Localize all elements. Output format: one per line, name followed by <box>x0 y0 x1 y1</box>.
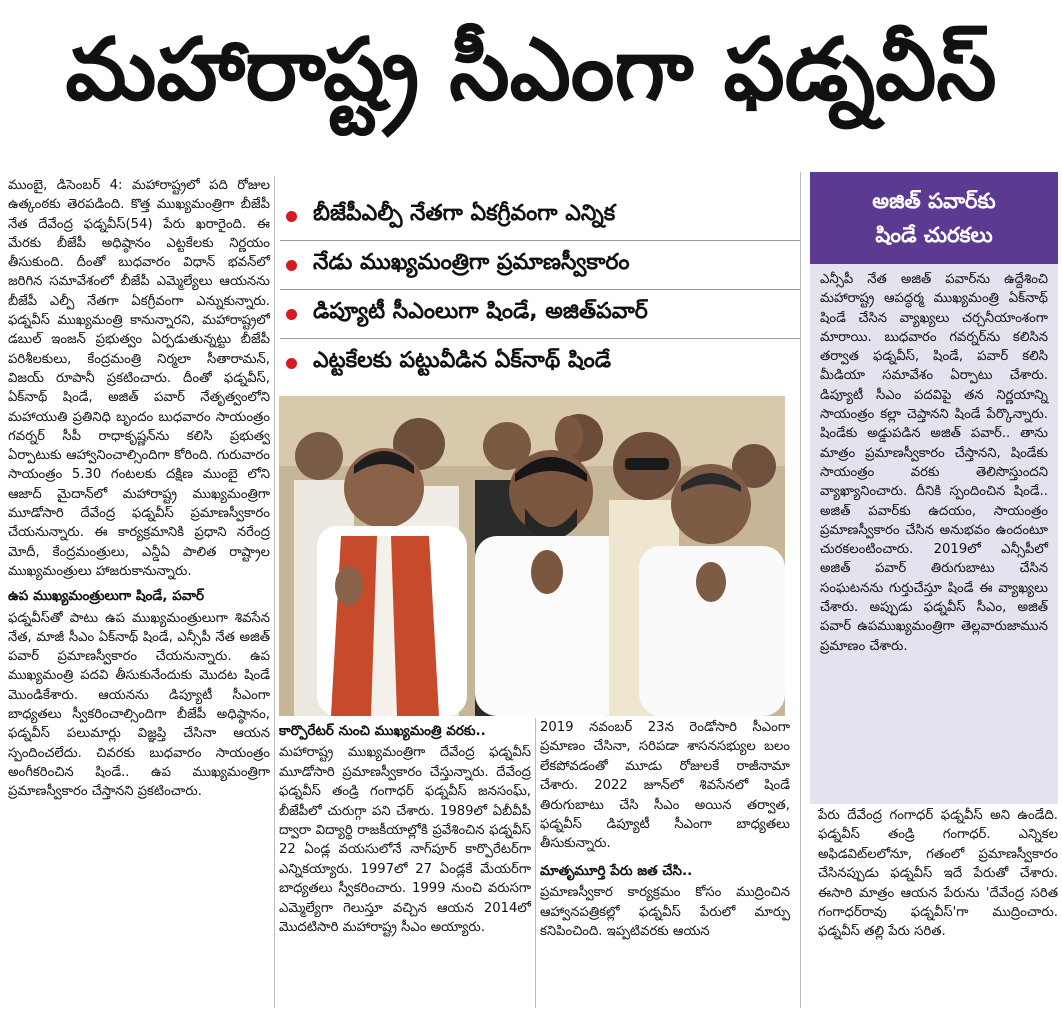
bullet-item <box>280 241 800 290</box>
sidebar-title <box>810 172 1058 264</box>
article-subhead: మాతృమూర్తి పేరు జత చేసి.. <box>540 862 693 879</box>
bullet-dot-icon <box>286 260 297 271</box>
article-column-3 <box>540 718 790 941</box>
bullet-text: డిప్యూటీ సీఎంలుగా షిండే, అజిత్‌పవార్ <box>313 299 648 324</box>
article-paragraph: పేరు దేవేంద్ర గంగాధర్ ఫడ్నవీస్ అని ఉండేది. ఫడ్నవీస్ తండ్రి గంగాధర్. ఎన్నికల అఫిడవిట్‌లలోనూ, గతంలో ప్రమాణస్వీకారం చేసినప్పుడు ఫడ్నవీస్ ఇదే పేరుతో చేశారు. ఈసారి మాత్రం ఆయన పేరును 'దేవేంద్ర సరిత గంగాధర్‌రావు ఫడ్నవీస్'గా ముద్రించారు. ఫడ్నవీస్ తల్లి పేరు సరిత. <box>818 808 1058 940</box>
article-column-1 <box>8 176 270 808</box>
article-paragraph: ప్రమాణస్వీకార కార్యక్రమం కోసం ముద్రించిన ఆహ్వానపత్రికల్లో ఫడ్నవీస్ పేరులో మార్పు కనిపించింది. ఇప్పటివరకు ఆయన <box>540 885 790 940</box>
article-column-2 <box>279 718 531 937</box>
bullet-text: ఎట్టకేలకు పట్టువీడిన ఏక్‌నాథ్ షిండే <box>313 348 612 373</box>
article-paragraph: ఫడ్నవీస్‌తో పాటు ఉప ముఖ్యమంత్రులుగా శివసేన నేత, మాజీ సీఎం ఏక్‌నాథ్ షిండే, ఎన్సీపీ నేత అజిత్ పవార్ ప్రమాణస్వీకారం చేయనున్నారు. ఉప ముఖ్యమంత్రి పదవి తీసుకునేందుకు మొదట షిండే మొండికేశారు. ఆయనను డిప్యూటీ సీఎంగా బాధ్యతలు స్వీకరించాల్సిందిగా బీజేపీ అధిష్ఠానం, ఫడ్నవీస్ పలుమార్లు విజ్ఞప్తి చేసినా ఆయన స్పందించలేదు. చివరకు బుధవారం సాయంత్రం అంగీకరించిన షిండే.. ఉప ముఖ్యమంత్రిగా ప్రమాణస్వీకారం చేస్తానని ప్రకటించారు. <box>8 610 270 800</box>
bullet-dot-icon <box>286 211 297 222</box>
article-column-4 <box>818 806 1058 942</box>
article-subhead: కార్పొరేటర్ నుంచి ముఖ్యమంత్రి వరకు.. <box>279 723 486 739</box>
bullet-list <box>280 192 800 387</box>
bullet-dot-icon <box>286 358 297 369</box>
bullet-item <box>280 290 800 339</box>
bullet-item <box>280 339 800 387</box>
sidebar-title-line: అజిత్ పవార్‌కు <box>872 189 996 213</box>
article-paragraph: ముంబై, డిసెంబర్ 4: మహారాష్ట్రలో పది రోజుల ఉత్కంఠకు తెరపడింది. కొత్త ముఖ్యమంత్రిగా బీజేపీ నేత దేవేంద్ర ఫడ్నవీస్(54) పేరు ఖరారైంది. ఈ మేరకు బీజేపీ అధిష్ఠానం ఎట్టకేలకు నిర్ణయం తీసుకుంది. దీంతో బుధవారం విధాన్ భవన్‌లో జరిగిన సమావేశంలో బీజేపీ ఎమ్మెల్యేలు ఆయనను బీజేపీ ఎల్పీ నేతగా ఏకగ్రీవంగా ఎన్నుకున్నారు. ఫడ్నవీస్ ముఖ్యమంత్రి కానున్నారని, మహారాష్ట్రలో డబుల్ ఇంజన్ ప్రభుత్వం ఏర్పడుతున్నట్టు బీజేపీ పరిశీలకులు, కేంద్రమంత్రి నిర్మలా సీతారామన్, విజయ్ రూపానీ ప్రకటించారు. దీంతో ఫడ్నవీస్, ఏక్‌నాథ్ షిండే, అజిత్ పవార్ నేతృత్వంలోని మహాయుతి ప్రతినిధి బృందం బుధవారం సాయంత్రం గవర్నర్ సీపీ రాధాకృష్ణన్‌ను కలిసి ప్రభుత్వ ఏర్పాటుకు ఆహ్వానించాల్సిందిగా కోరింది. గురువారం సాయంత్రం 5.30 గంటలకు దక్షిణ ముంబై లోని ఆజాద్ మైదాన్‌లో మహారాష్ట్ర ముఖ్యమంత్రిగా మూడోసారి దేవేంద్ర ఫడ్నవీస్ ప్రమాణస్వీకారం చేయనున్నారు. ఈ కార్యక్రమానికి ప్రధాని నరేంద్ర మోదీ, కేంద్రమంత్రులు, ఎన్డీఏ పాలిత రాష్ట్రాల ముఖ్యమంత్రులు హాజరుకానున్నారు. <box>8 178 270 579</box>
headline: మహారాష్ట్ర సీఎంగా ఫడ్నవీస్ <box>65 19 997 120</box>
news-photo <box>279 396 785 716</box>
article-subhead: ఉప ముఖ్యమంత్రులుగా షిండే, పవార్ <box>8 588 204 605</box>
bullet-text: బీజేపీఎల్పీ నేతగా ఏకగ్రీవంగా ఎన్నిక <box>313 201 616 226</box>
bullet-item <box>280 192 800 241</box>
sidebar-body: ఎన్సీపీ నేత అజిత్ పవార్‌ను ఉద్దేశించి మహారాష్ట్ర ఆపద్ధర్మ ముఖ్యమంత్రి ఏక్‌నాథ్ షిండే చేసిన వ్యాఖ్యలు చర్చనీయాంశంగా మారాయి. బుధవారం గవర్నర్‌ను కలిసిన తర్వాత ఫడ్నవీస్, షిండే, పవార్ కలిసి మీడియా సమావేశం ఏర్పాటు చేశారు. డిప్యూటీ సీఎం పదవిపై తన నిర్ణయాన్ని సాయంత్రం కల్లా చెప్తానని షిండే పేర్కొన్నారు. షిండేకు అడ్డుపడిన అజిత్ పవార్.. తాను మాత్రం ప్రమాణస్వీకారం చేస్తానని, షిండేకు సాయంత్రం వరకు తెలిసొస్తుందని వ్యాఖ్యానించారు. దీనికి స్పందించిన షిండే.. అజిత్ పవార్‌కు ఉదయం, సాయంత్రం ప్రమాణస్వీకారం చేసిన అనుభవం ఉందంటూ చురకలంటించారు. 2019లో ఎన్సీపీలో అజిత్ పవార్ తిరుగుబాటు చేసిన సంఘటనను గుర్తుచేస్తూ షిండే ఈ వ్యాఖ్యలు చేశారు. అప్పుడు ఫడ్నవీస్ సీఎం, అజిత్ పవార్ ఉపముఖ్యమంత్రిగా తెల్లవారుజామున ప్రమాణం చేశారు. <box>820 272 1048 654</box>
sidebar-box <box>810 264 1058 804</box>
bullet-dot-icon <box>286 309 297 320</box>
leaders-photo-illustration <box>279 396 785 716</box>
column-divider <box>800 172 801 1008</box>
column-divider <box>535 718 536 1008</box>
article-paragraph: 2019 నవంబర్ 23న రెండోసారి సీఎంగా ప్రమాణం చేసినా, సరిపడా శాసనసభ్యుల బలం లేకపోవడంతో మూడు రోజులకే రాజీనామా చేశారు. 2022 జూన్‌లో శివసేనలో షిండే తిరుగుబాటు చేసి సీఎం అయిన తర్వాత, ఫడ్నవీస్ డిప్యూటీ సీఎంగా బాధ్యతలు తీసుకున్నారు. <box>540 720 790 852</box>
sidebar-title-line: షిండే చురకలు <box>875 223 993 247</box>
article-paragraph: మహారాష్ట్ర ముఖ్యమంత్రిగా దేవేంద్ర ఫడ్నవీస్ మూడోసారి ప్రమాణస్వీకారం చేస్తున్నారు. దేవేంద్ర ఫడ్నవీస్ తండ్రి గంగాధర్ ఫడ్నవీస్ జనసంఘ్, బీజేపీలో చురుగ్గా పని చేశారు. 1989లో ఏబీవీపీ ద్వారా విద్యార్థి రాజకీయాల్లోకి ప్రవేశించిన ఫడ్నవీస్ 22 ఏండ్ల వయసులోనే నాగ్‌పూర్ కార్పొరేటర్‌గా ఎన్నికయ్యారు. 1997లో 27 ఏండ్లకే మేయర్‌గా బాధ్యతలు స్వీకరించారు. 1999 నుంచి వరుసగా ఎమ్మెల్యేగా గెలుస్తూ వచ్చిన ఆయన 2014లో మొదటిసారి మహారాష్ట్ర సీఎం అయ్యారు. <box>279 745 531 936</box>
bullet-text: నేడు ముఖ్యమంత్రిగా ప్రమాణస్వీకారం <box>313 250 630 275</box>
column-divider <box>274 176 275 1008</box>
